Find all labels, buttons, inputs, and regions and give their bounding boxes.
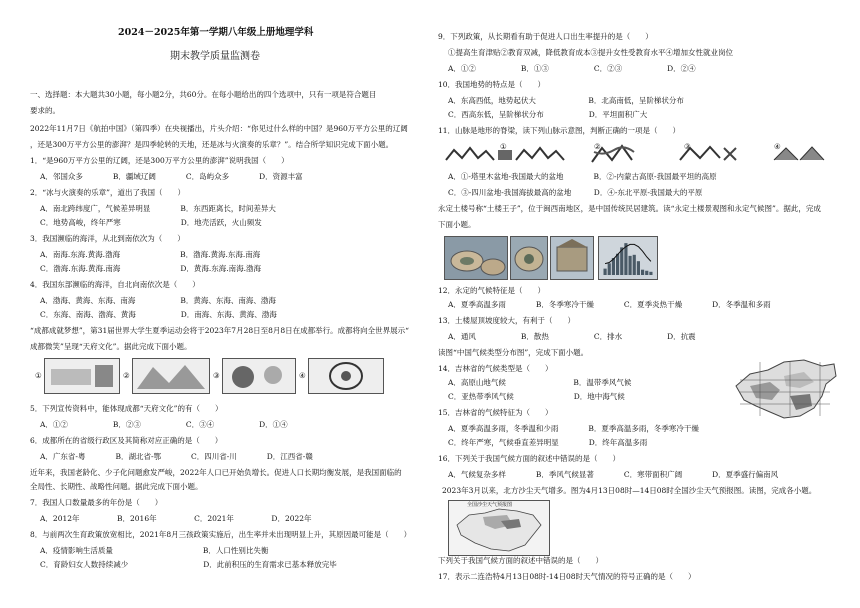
- passage-line: 2022年11月7日《航拍中国》（第四季）在央视播出，片头介绍：“你见过什么样的中国？是960万平方公里的辽阔: [30, 124, 408, 133]
- question-6: 6．成都所在的省级行政区及其简称对应正确的是（ ）: [30, 436, 223, 445]
- options-7: A．2012年 B．2016年 C．2021年 D．2022年: [40, 514, 312, 523]
- passage-line: ，还是300万平方公里的澎湃？是四季轮转的天地，还是冰与火演奏的乐章？”。结合所学知识完成下面小题。: [30, 140, 394, 149]
- passage-line: 读图“中国气候类型分布图”，完成下面小题。: [438, 348, 589, 357]
- section-instruction: 一、选择题：本大题共30小题，每小题2分，共60分。在每小题给出的四个选项中，只有一项是符合题目: [30, 90, 377, 99]
- question-17: 17．表示二连浩特4月13日08时-14日08时天气情况的符号正确的是（ ）: [438, 572, 696, 581]
- options-2b: C．地势高峻，终年严寒 D．地壳活跃，火山频发: [40, 218, 262, 227]
- passage-line: 近年来，我国老龄化、少子化问题愈发严峻，2022年人口已开始负增长。促进人口长期均衡发展，是我国面临的: [30, 468, 402, 477]
- options-3a: A．南海.东海.黄海.渤海 B．渤海.黄海.东海.南海: [40, 250, 261, 259]
- photo-2: [123, 358, 210, 394]
- precip-bar: [637, 261, 640, 275]
- precip-bar: [633, 255, 636, 275]
- question-5: 5．下列宣传资料中，能体现成都“天府文化”的有（ ）: [30, 404, 223, 413]
- photo-label: ③: [213, 371, 220, 380]
- options-10a: A．东高西低，地势起伏大 B．北高南低，呈阶梯状分布: [448, 96, 684, 105]
- photo-label: ①: [35, 371, 42, 380]
- passage-line: 全局性、长期性、战略性问题。据此完成下面小题。: [30, 482, 203, 491]
- mountain-label: ②: [594, 142, 601, 151]
- dust-forecast-map: [448, 500, 550, 556]
- photo-1: [35, 358, 120, 394]
- precip-bar: [641, 270, 644, 275]
- question-7: 7．我国人口数量最多的年份是（ ）: [30, 498, 163, 507]
- question-2: 2．“冰与火演奏的乐章”，道出了我国（ ）: [30, 188, 185, 197]
- options-8a: A．疫情影响生活质量 B．人口性别比失衡: [40, 546, 269, 555]
- passage-line: 成都微笑”呈现“天府文化”。据此完成下面小题。: [30, 342, 192, 351]
- options-14a: A．高原山地气候 B．温带季风气候: [448, 378, 632, 387]
- mountain-label: ③: [684, 142, 691, 151]
- question-10: 10．我国地势的特点是（ ）: [438, 80, 546, 89]
- exam-title: 2024－2025年第一学期八年级上册地理学科: [118, 27, 314, 38]
- question-4: 4．我国东部濒临的海洋，自北向南依次是（ ）: [30, 280, 200, 289]
- question-3: 3．我国濒临的海洋，从北到南依次为（ ）: [30, 234, 185, 243]
- options-3b: C．渤海.东海.黄海.南海 D．黄海.东海.南海.渤海: [40, 264, 262, 273]
- options-8b: C．育龄妇女人数持续减少 D．此前积压的生育需求已基本释放完毕: [40, 560, 337, 569]
- precip-bar: [645, 271, 648, 275]
- options-15a: A．夏季高温多雨，冬季温和少雨 B．夏季高温多雨，冬季寒冷干燥: [448, 424, 699, 433]
- climate-chart: [598, 236, 658, 280]
- passage-line: “成都成就梦想”，第31届世界大学生夏季运动会将于2023年7月28日至8月8日在成都举行。成都将向全世界展示“: [30, 326, 409, 335]
- options-6: A．广东省-粤 B．湖北省-鄂 C．四川省-川 D．江西省-赣: [40, 452, 313, 461]
- mountain-sketch: [444, 142, 834, 166]
- options-4a: A．渤海、黄海、东海、南海 B．黄海、东海、南海、渤海: [40, 296, 276, 305]
- options-10b: C．西高东低，呈阶梯状分布 D．平坦面积广大: [448, 110, 648, 119]
- precip-bar: [604, 269, 607, 275]
- section-instruction-cont: 要求的。: [30, 106, 60, 115]
- question-1: 1．“是960万平方公里的辽阔，还是300万平方公里的澎湃”说明我国（ ）: [30, 156, 289, 165]
- passage-line: 下面小题。: [438, 220, 476, 229]
- options-14b: C．亚热带季风气候 D．地中海气候: [448, 392, 625, 401]
- question-11: 11．山脉是地形的脊梁，读下列山脉示意图，判断正确的一项是（ ）: [438, 126, 681, 135]
- question-14: 14．吉林省的气候类型是（ ）: [438, 364, 553, 373]
- options-12: A．夏季高温多雨 B．冬季寒冷干燥 C．夏季炎热干燥 D．冬季温和多雨: [448, 300, 771, 309]
- question-12: 12．永定的气候特征是（ ）: [438, 286, 546, 295]
- question-16-repeat: 下列关于我国气候方面的叙述中错误的是（ ）: [438, 556, 603, 565]
- statements-9: ①提高生育津贴②教育双减，降低教育成本③提升女性受教育水平④增加女性就业岗位: [448, 48, 733, 57]
- dust-map-title: 全国沙尘天气预报图: [467, 502, 513, 508]
- mountain-label: ④: [774, 142, 781, 151]
- question-16: 16．下列关于我国气候方面的叙述中错误的是（ ）: [438, 454, 621, 463]
- question-13: 13．土楼屋顶坡度较大，有利于（ ）: [438, 316, 576, 325]
- options-2a: A．南北跨纬度广，气候差异明显 B．东西距离长，时间差异大: [40, 204, 276, 213]
- precip-bar: [616, 254, 619, 275]
- options-13: A．通风 B．散热 C．排水 D．抗震: [448, 332, 696, 341]
- tulou-photo-2: [510, 236, 548, 280]
- question-15: 15．吉林省的气候特征为（ ）: [438, 408, 553, 417]
- precip-bar: [608, 263, 611, 275]
- photo-3: [213, 358, 296, 394]
- options-4b: C．东海、南海、渤海、黄海 D．南海、东海、黄海、渤海: [40, 310, 277, 319]
- photo-4: [299, 358, 384, 394]
- photo-label: ②: [123, 371, 130, 380]
- tulou-photo-3: [550, 236, 594, 280]
- passage-line: 2023年3月以来，北方沙尘天气增多。图为4月13日08时—14日08时全国沙尘天气预报图。读图，完成各小题。: [442, 486, 817, 495]
- precip-bar: [649, 272, 652, 275]
- mountain-label: ①: [500, 142, 507, 151]
- options-15b: C．终年严寒，气候垂直差异明显 D．终年高温多雨: [448, 438, 648, 447]
- photo-label: ④: [299, 371, 306, 380]
- tulou-photo: [444, 236, 508, 280]
- passage-line: 永定土楼号称“土楼王子”，位于闽西南地区，是中国传统民居建筑。读“永定土楼景观图和永定气候图”。据此，完成: [438, 204, 821, 213]
- question-9: 9．下列政策，从长期看有助于促进人口出生率提升的是（ ）: [438, 32, 653, 41]
- temp-line: [605, 244, 651, 263]
- options-9: A．①② B．①③ C．②③ D．②④: [448, 64, 696, 73]
- exam-subtitle: 期末教学质量监测卷: [170, 51, 260, 62]
- precip-bar: [629, 256, 632, 275]
- options-11b: C．③-四川盆地-我国海拔最高的盆地 D．④-东北平原-我国最大的平原: [448, 188, 703, 197]
- options-16: A．气候复杂多样 B．季风气候显著 C．寒带面积广阔 D．夏季盛行偏南风: [448, 470, 779, 479]
- options-5: A．①② B．②③ C．③④ D．①④: [40, 420, 288, 429]
- options-11a: A．①-塔里木盆地-我国最大的盆地 B．②-内蒙古高原-我国最平坦的高原: [448, 172, 717, 181]
- options-1: A．邻国众多 B．疆域辽阔 C．岛屿众多 D．资源丰富: [40, 172, 303, 181]
- question-8: 8．与前两次生育政策放宽相比，2021年8月三孩政策实施后，出生率并未出现明显上升，其原因最可能是（ ）: [30, 530, 412, 539]
- china-climate-map: [730, 356, 840, 426]
